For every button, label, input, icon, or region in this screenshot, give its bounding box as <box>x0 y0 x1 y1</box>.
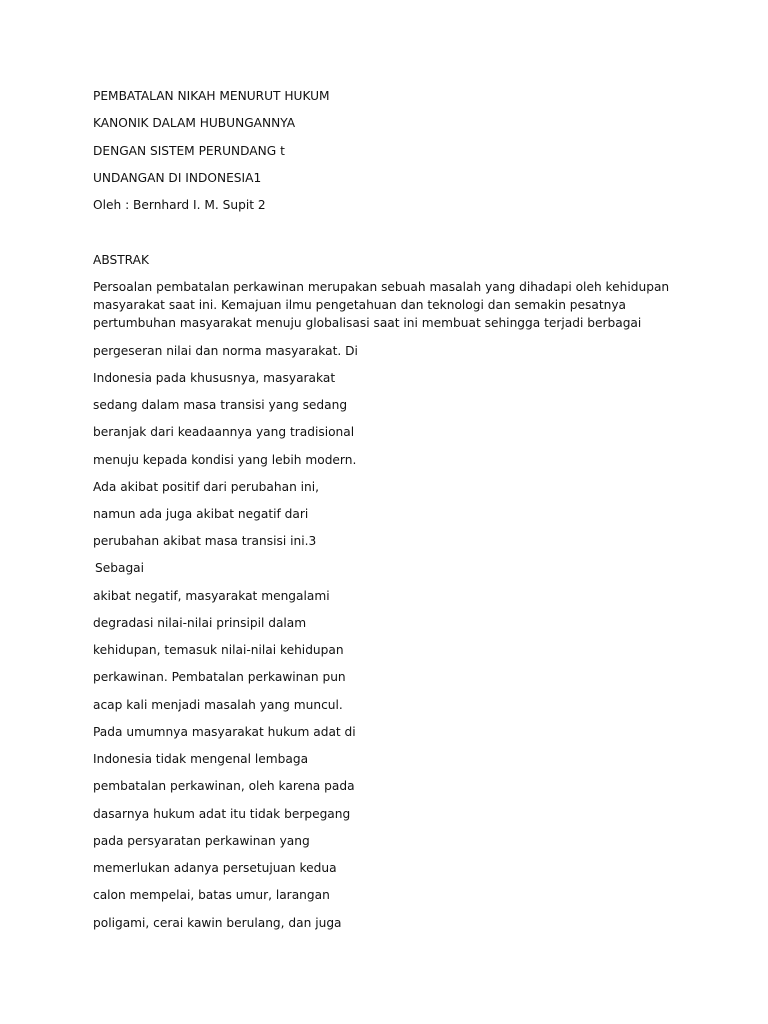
title-line-1: PEMBATALAN NIKAH MENURUT HUKUM <box>93 89 330 103</box>
abstract-heading: ABSTRAK <box>93 253 149 267</box>
body-line-9: Ada akibat positif dari perubahan ini, <box>93 480 320 494</box>
body-line-1: Persoalan pembatalan perkawinan merupakan sebuah masalah yang dihadapi oleh kehidupan <box>93 280 670 294</box>
body-line-8: menuju kepada kondisi yang lebih modern. <box>93 453 357 467</box>
body-line-23: memerlukan adanya persetujuan kedua <box>93 861 337 875</box>
title-line-4: UNDANGAN DI INDONESIA1 <box>93 171 262 185</box>
body-line-10: namun ada juga akibat negatif dari <box>93 507 309 521</box>
body-line-4: pergeseran nilai dan norma masyarakat. Di <box>93 344 358 358</box>
body-line-19: Indonesia tidak mengenal lembaga <box>93 752 309 766</box>
title-line-3: DENGAN SISTEM PERUNDANG t <box>93 144 285 158</box>
body-line-18: Pada umumnya masyarakat hukum adat di <box>93 725 356 739</box>
body-line-20: pembatalan perkawinan, oleh karena pada <box>93 779 355 793</box>
body-line-15: kehidupan, temasuk nilai-nilai kehidupan <box>93 643 344 657</box>
body-line-21: dasarnya hukum adat itu tidak berpegang <box>93 807 351 821</box>
body-line-22: pada persyaratan perkawinan yang <box>93 834 310 848</box>
body-line-5: Indonesia pada khususnya, masyarakat <box>93 371 336 385</box>
body-line-2: masyarakat saat ini. Kemajuan ilmu pengetahuan dan teknologi dan semakin pesatnya <box>93 298 627 312</box>
body-line-6: sedang dalam masa transisi yang sedang <box>93 398 348 412</box>
body-line-13: akibat negatif, masyarakat mengalami <box>93 589 330 603</box>
title-line-2: KANONIK DALAM HUBUNGANNYA <box>93 116 296 130</box>
body-line-14: degradasi nilai-nilai prinsipil dalam <box>93 616 307 630</box>
body-line-12: Sebagai <box>95 561 145 575</box>
body-line-11: perubahan akibat masa transisi ini.3 <box>93 534 317 548</box>
body-line-7: beranjak dari keadaannya yang tradisional <box>93 425 355 439</box>
author-line: Oleh : Bernhard I. M. Supit 2 <box>93 198 266 212</box>
body-line-25: poligami, cerai kawin berulang, dan juga <box>93 916 342 930</box>
body-line-17: acap kali menjadi masalah yang muncul. <box>93 698 343 712</box>
body-line-3: pertumbuhan masyarakat menuju globalisasi saat ini membuat sehingga terjadi berbagai <box>93 316 642 330</box>
body-line-16: perkawinan. Pembatalan perkawinan pun <box>93 670 346 684</box>
body-line-24: calon mempelai, batas umur, larangan <box>93 888 330 902</box>
